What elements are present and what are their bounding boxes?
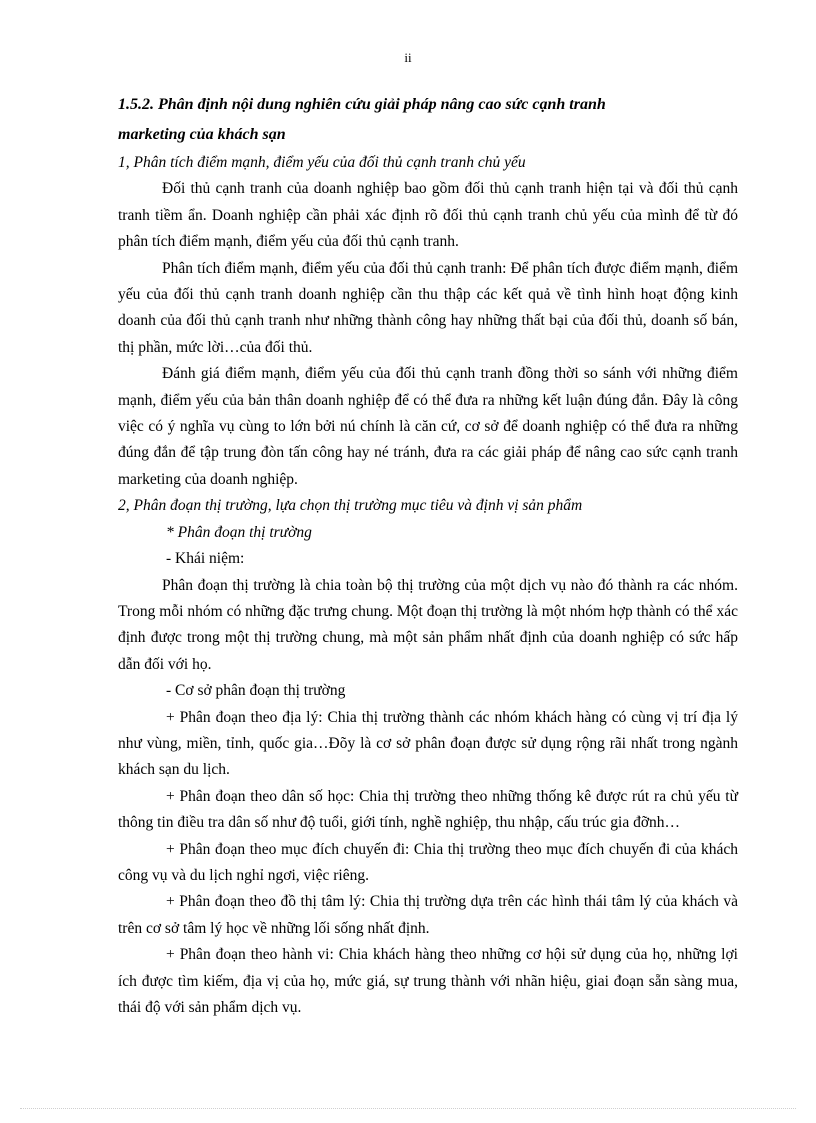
subsection-title-2: 2, Phân đoạn thị trường, lựa chọn thị trường mục tiêu và định vị sản phẩm xyxy=(118,497,583,515)
list-item: + Phân đoạn theo hành vi: Chia khách hàng theo những cơ hội sử dụng của họ, những lợi ích được tìm kiếm, địa vị của họ, mức giá, sự trung thành với nhãn hiệu, giai đoạn sẵn sàng mua, thái độ với sản phẩm dịch vụ. xyxy=(118,946,738,1016)
basis-label: - Cơ sở phân đoạn thị trường xyxy=(166,682,346,700)
page-bottom-divider xyxy=(20,1108,796,1109)
section-heading-line2: marketing của khách sạn xyxy=(118,126,286,143)
page-number: ii xyxy=(404,50,412,65)
list-item: + Phân đoạn theo dân số học: Chia thị trường theo những thống kê được rút ra chủ yếu từ thông tin điều tra dân số như độ tuổi, giới tính, nghề nghiệp, thu nhập, cấu trúc gia đỡnh… xyxy=(118,787,738,832)
list-item: + Phân đoạn theo đồ thị tâm lý: Chia thị trường dựa trên các hình thái tâm lý của khách và trên cơ sở tâm lý học về những lối sống nhất định. xyxy=(118,893,738,937)
list-item: + Phân đoạn theo mục đích chuyến đi: Chia thị trường theo mục đích chuyến đi của khách công vụ và du lịch nghỉ ngơi, việc riêng. xyxy=(118,840,738,884)
paragraph: Đánh giá điểm mạnh, điểm yếu của đối thủ cạnh tranh đồng thời so sánh với những điểm mạnh, điểm yếu của bản thân doanh nghiệp để có thể đưa ra những kết luận đúng đắn. Đây là công việc có ý nghĩa vụ cùng to lớn bởi nú chính là căn cứ, cơ sở để doanh nghiệp có thể đưa ra những đúng đắn để tập trung đòn tấn công hay né tránh, đưa ra các giải pháp để nâng cao sức cạnh tranh marketing của doanh nghiệp. xyxy=(118,365,738,488)
list-item: + Phân đoạn theo địa lý: Chia thị trường thành các nhóm khách hàng có cùng vị trí địa lý như vùng, miền, tỉnh, quốc gia…Đõy là cơ sở phân đoạn được sử dụng rộng rãi nhất trong ngành khách sạn du lịch. xyxy=(118,708,738,779)
document-body xyxy=(118,90,738,1021)
paragraph: Phân tích điểm mạnh, điểm yếu của đối thủ cạnh tranh: Để phân tích được điểm mạnh, điểm yếu của đối thủ cạnh tranh doanh nghiệp cần thu thập các kết quả về tình hình hoạt động kinh doanh của đối thủ cạnh tranh như những thành công hay những thất bại của đối thủ, doanh số bán, thị phần, mức lời…của đối thủ. xyxy=(118,259,738,356)
paragraph: Phân đoạn thị trường là chia toàn bộ thị trường của một dịch vụ nào đó thành ra các nhóm. Trong mỗi nhóm có những đặc trưng chung. Một đoạn thị trường là một nhóm hợp thành có thể xác định được trong một thị trường chung, mà một sản phẩm nhất định của doanh nghiệp có sức hấp dẫn đối với họ. xyxy=(118,576,738,673)
concept-label: - Khái niệm: xyxy=(166,550,245,568)
section-heading-line1: 1.5.2. Phân định nội dung nghiên cứu giải pháp nâng cao sức cạnh tranh xyxy=(118,96,606,113)
paragraph: Đối thủ cạnh tranh của doanh nghiệp bao gồm đối thủ cạnh tranh hiện tại và đối thủ cạnh tranh tiềm ẩn. Doanh nghiệp cần phải xác định rõ đối thủ cạnh tranh chủ yếu của mình để từ đó phân tích điểm mạnh, điểm yếu của đối thủ cạnh tranh. xyxy=(118,180,738,251)
subsection-title-1: 1, Phân tích điểm mạnh, điểm yếu của đối thủ cạnh tranh chủ yếu xyxy=(118,154,526,171)
topic-label: * Phân đoạn thị trường xyxy=(166,523,312,541)
